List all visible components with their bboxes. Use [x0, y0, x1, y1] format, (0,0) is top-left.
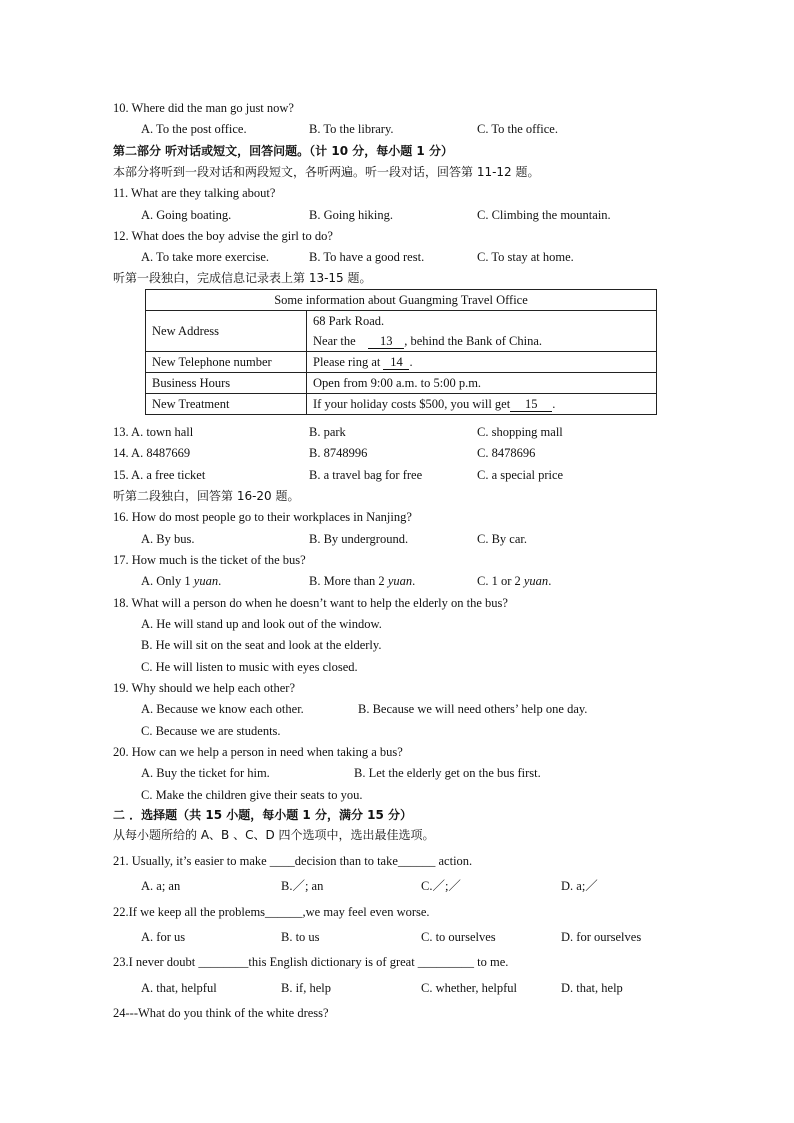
treatment-value: If your holiday costs $500, you will get 15 . — [307, 394, 657, 415]
option-c: C.／;／ — [421, 879, 461, 893]
option-a: 14. A. 8487669 — [113, 446, 191, 460]
question-17: 17. How much is the ticket of the bus? — [113, 553, 306, 567]
option-c: C. Because we are students. — [141, 724, 281, 738]
option-b: B. to us — [281, 930, 320, 944]
options-16 — [0, 531, 794, 547]
question-19: 19. Why should we help each other? — [113, 681, 296, 695]
option-c: C. to ourselves — [421, 930, 496, 944]
option-b: B. Going hiking. — [309, 208, 394, 222]
blank-15: 15 — [510, 397, 552, 412]
choice-heading: 二 ．选择题（共 15 小题，每小题 1 分，满分 15 分） — [113, 808, 412, 822]
option-b: B. To have a good rest. — [309, 250, 425, 264]
options-11 — [0, 207, 794, 223]
hours-value: Open from 9:00 a.m. to 5:00 p.m. — [307, 373, 657, 394]
option-a: A. Going boating. — [141, 208, 232, 222]
options-17 — [0, 573, 794, 589]
table-title: Some information about Guangming Travel Office — [146, 290, 657, 311]
address-line2: Near the 13 , behind the Bank of China. — [313, 334, 543, 348]
option-d: D. a;／ — [561, 879, 598, 893]
option-b: B. More than 2 yuan. — [309, 574, 416, 588]
option-b: B. park — [309, 425, 346, 439]
question-23: 23.I never doubt ________this English dictionary is of great _________ to me. — [113, 955, 509, 969]
blank-13: 13 — [368, 334, 404, 349]
option-b: B. 8748996 — [309, 446, 368, 460]
option-c: C. 1 or 2 yuan. — [477, 574, 552, 588]
options-19 — [0, 701, 794, 717]
question-20: 20. How can we help a person in need when taking a bus? — [113, 745, 403, 759]
question-21: 21. Usually, it’s easier to make ____decision than to take______ action. — [113, 854, 473, 868]
options-23 — [0, 980, 794, 996]
options-20 — [0, 765, 794, 781]
monologue2-instruction: 听第二段独白，回答第 16-20 题。 — [113, 489, 300, 503]
option-c: C. shopping mall — [477, 425, 563, 439]
options-15 — [0, 467, 794, 483]
blank-14: 14 — [383, 355, 409, 370]
option-a: A. To the post office. — [141, 122, 247, 136]
options-14 — [0, 445, 794, 461]
options-21 — [0, 878, 794, 894]
options-13 — [0, 424, 794, 440]
treatment-label: New Treatment — [146, 394, 307, 415]
option-a: A. for us — [141, 930, 186, 944]
choice-instruction: 从每小题所给的 A、B 、C、D 四个选项中，选出最佳选项。 — [113, 828, 435, 842]
question-11: 11. What are they talking about? — [113, 186, 276, 200]
option-c: C. To the office. — [477, 122, 558, 136]
option-a: A. To take more exercise. — [141, 250, 270, 264]
option-c: C. He will listen to music with eyes closed. — [141, 660, 358, 674]
option-a: A. He will stand up and look out of the window. — [141, 617, 382, 631]
telephone-label: New Telephone number — [146, 352, 307, 373]
option-b: B.／; an — [281, 879, 324, 893]
option-c: C. By car. — [477, 532, 527, 546]
options-22 — [0, 929, 794, 945]
option-c: C. Climbing the mountain. — [477, 208, 611, 222]
question-16: 16. How do most people go to their workplaces in Nanjing? — [113, 510, 412, 524]
telephone-value: Please ring at 14 . — [307, 352, 657, 373]
option-b: B. Because we will need others’ help one day. — [358, 702, 588, 716]
option-c: C. To stay at home. — [477, 250, 574, 264]
part2-heading: 第二部分 听对话或短文，回答问题。（计 10 分，每小题 1 分） — [113, 144, 453, 158]
option-a: A. a; an — [141, 879, 181, 893]
option-a: A. that, helpful — [141, 981, 217, 995]
question-24: 24---What do you think of the white dress? — [113, 1006, 329, 1020]
option-b: B. a travel bag for free — [309, 468, 423, 482]
address-line1: 68 Park Road. — [313, 314, 385, 328]
option-b: B. To the library. — [309, 122, 394, 136]
address-value — [307, 311, 657, 352]
question-22: 22.If we keep all the problems______,we may feel even worse. — [113, 905, 430, 919]
option-a: A. Buy the ticket for him. — [141, 766, 270, 780]
address-label: New Address — [146, 311, 307, 352]
option-c: C. a special price — [477, 468, 564, 482]
option-b: B. Let the elderly get on the bus first. — [354, 766, 541, 780]
question-12: 12. What does the boy advise the girl to do? — [113, 229, 333, 243]
hours-label: Business Hours — [146, 373, 307, 394]
option-a: A. By bus. — [141, 532, 195, 546]
option-b: B. if, help — [281, 981, 331, 995]
option-b: B. He will sit on the seat and look at the elderly. — [141, 638, 382, 652]
option-a: 13. A. town hall — [113, 425, 194, 439]
option-c: C. whether, helpful — [421, 981, 518, 995]
option-c: C. 8478696 — [477, 446, 536, 460]
options-10 — [0, 121, 794, 137]
option-d: D. for ourselves — [561, 930, 642, 944]
question-10: 10. Where did the man go just now? — [113, 101, 294, 115]
part2-instruction: 本部分将听到一段对话和两段短文，各听两遍。听一段对话，回答第 11-12 题。 — [113, 165, 540, 179]
monologue1-instruction: 听第一段独白，完成信息记录表上第 13-15 题。 — [113, 271, 372, 285]
option-d: D. that, help — [561, 981, 623, 995]
option-a: 15. A. a free ticket — [113, 468, 206, 482]
info-table — [145, 289, 657, 415]
option-c: C. Make the children give their seats to you. — [141, 788, 363, 802]
question-18: 18. What will a person do when he doesn’t want to help the elderly on the bus? — [113, 596, 508, 610]
option-a: A. Because we know each other. — [141, 702, 304, 716]
option-b: B. By underground. — [309, 532, 409, 546]
option-a: A. Only 1 yuan. — [141, 574, 222, 588]
options-12 — [0, 249, 794, 265]
